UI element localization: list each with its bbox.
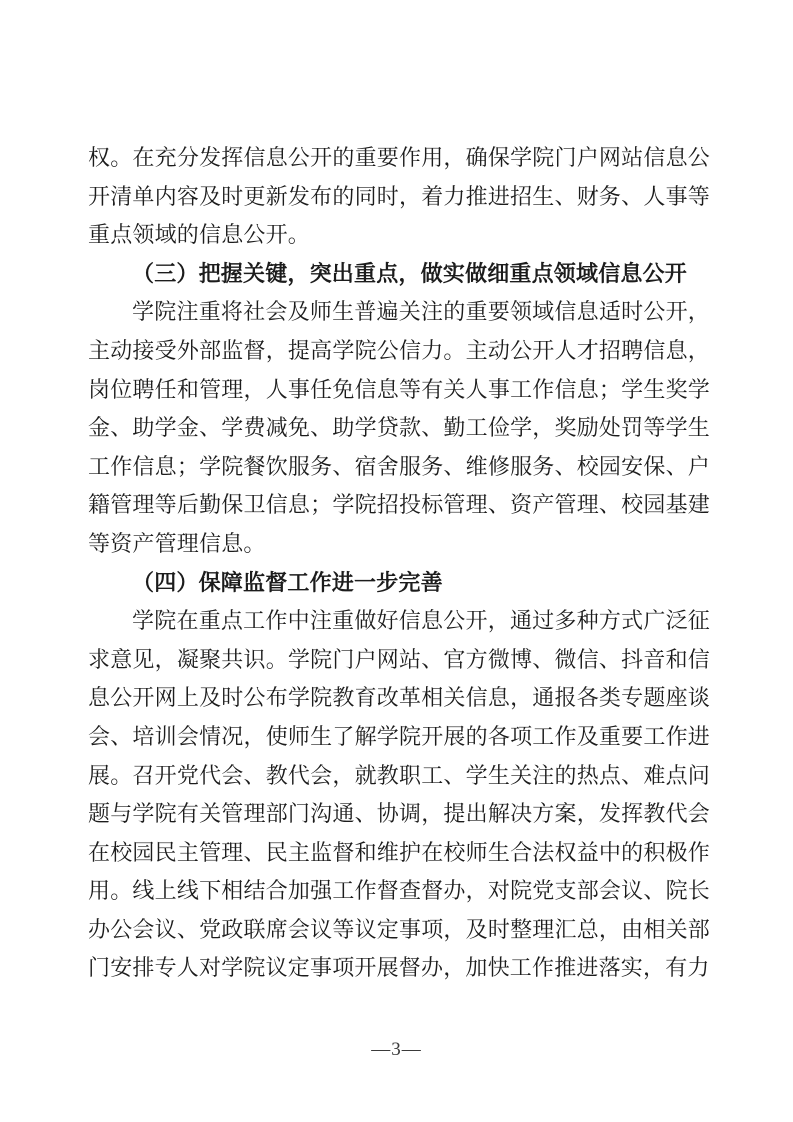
section-heading: （四）保障监督工作进一步完善	[132, 569, 443, 595]
body-paragraph: 学院注重将社会及师生普遍关注的重要领域信息适时公开，主动接受外部监督，提高学院公信力。主动公开人才招聘信息，岗位聘任和管理，人事任免信息等有关人事工作信息；学生奖学金、助学金、学费减免、助学贷款、勤工俭学，奖励处罚等学生工作信息；学院餐饮服务、宿舍服务、维修服务、校园安保、户籍管理等后勤保卫信息；学院招投标管理、资产管理、校园基建等资产管理信息。	[88, 299, 710, 556]
body-paragraph: 权。在充分发挥信息公开的重要作用，确保学院门户网站信息公开清单内容及时更新发布的同时，着力推进招生、财务、人事等重点领域的信息公开。	[88, 145, 710, 248]
document-body	[88, 139, 710, 988]
body-paragraph: 学院在重点工作中注重做好信息公开，通过多种方式广泛征求意见，凝聚共识。学院门户网站、官方微博、微信、抖音和信息公开网上及时公布学院教育改革相关信息，通报各类专题座谈会、培训会情况，使师生了解学院开展的各项工作及重要工作进展。召开党代会、教代会，就教职工、学生关注的热点、难点问题与学院有关管理部门沟通、协调，提出解决方案，发挥教代会在校园民主管理、民主监督和维护在校师生合法权益中的积极作用。线上线下相结合加强工作督查督办，对院党支部会议、院长办公会议、党政联席会议等议定事项，及时整理汇总，由相关部门安排专人对学院议定事项开展督办，加快工作推进落实，有力	[88, 608, 710, 981]
page-number: —3—	[371, 1039, 422, 1060]
page-footer	[0, 1036, 793, 1064]
section-heading: （三）把握关键，突出重点，做实做细重点领域信息公开	[132, 260, 688, 286]
